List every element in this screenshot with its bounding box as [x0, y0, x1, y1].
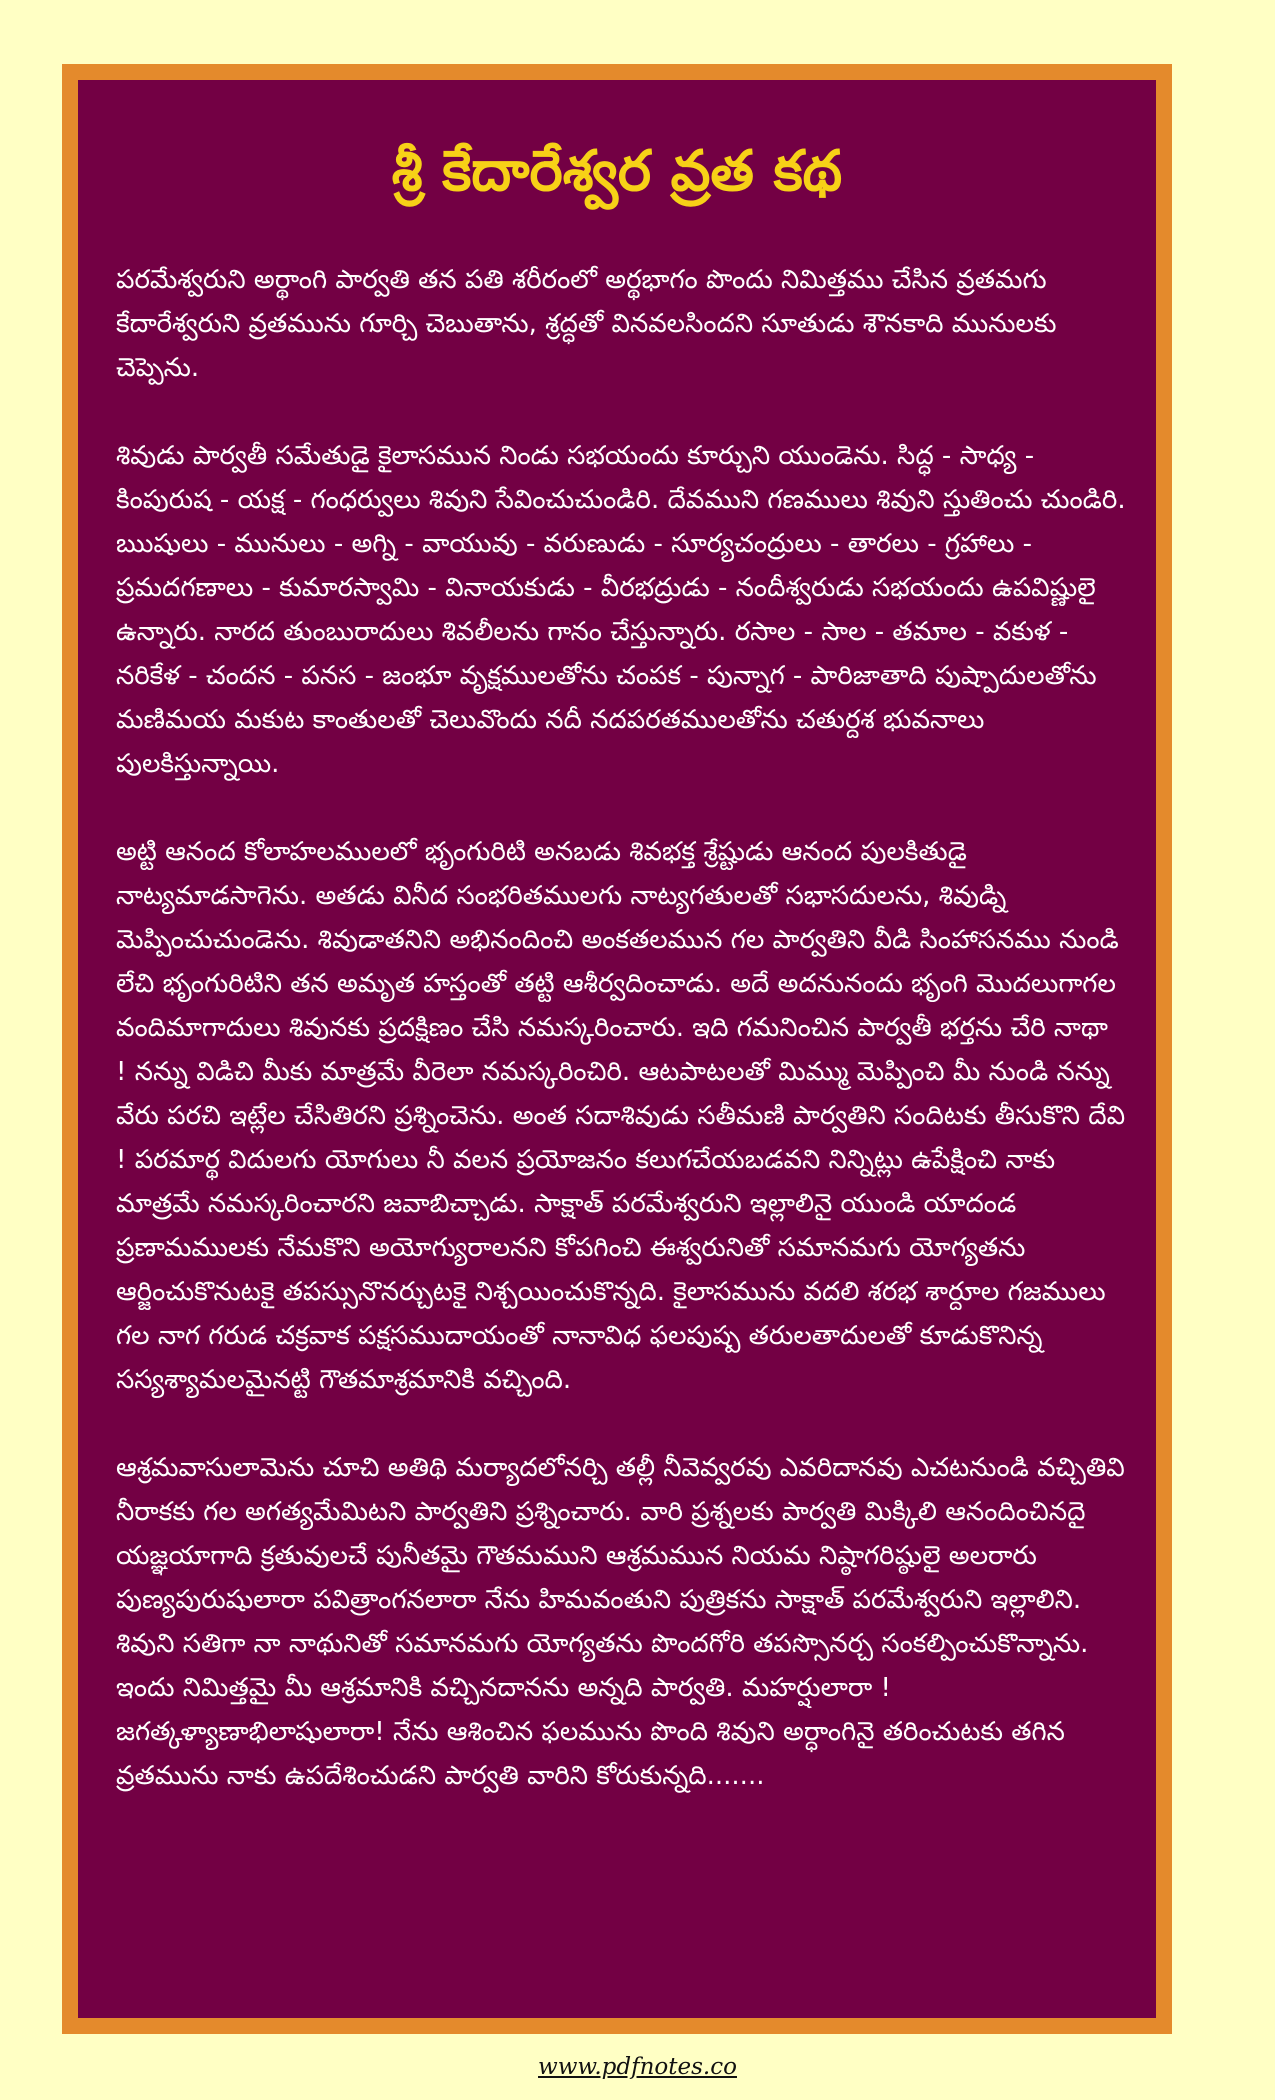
paragraph: పరమేశ్వరుని అర్థాంగి పార్వతి తన పతి శరీరంలో అర్థభాగం పొందు నిమిత్తము చేసిన వ్రతమగు కేదారేశ్వరుని వ్రతమును గూర్చి చెబుతాను, శ్రద్ధతో వినవలసిందని సూతుడు శౌనకాది మునులకు చెప్పెను.	[116, 265, 1057, 383]
page-frame	[62, 64, 1172, 2034]
paragraph: అట్టి ఆనంద కోలాహలములలో భృంగురిటి అనబడు శివభక్త శ్రేష్టుడు ఆనంద పులకితుడై నాట్యమాడసాగెను. అతడు వినీద సంభరితములగు నాట్యగతులతో సభాసదులను, శివుడ్ని మెప్పించుచుండెను. శివుడాతనిని అభినందించి అంకతలమున గల పార్వతిని వీడి సింహాసనము నుండి లేచి భృంగురిటిని తన అమృత హస్తంతో తట్టి ఆశీర్వదించాడు. అదే అదనునందు భృంగి మొదలుగాగల వందిమాగాదులు శివునకు ప్రదక్షిణం చేసి నమస్కరించారు. ఇది గమనించిన పార్వతీ భర్తను చేరి నాథా ! నన్ను విడిచి మీకు మాత్రమే వీరెలా నమస్కరించిరి. ఆటపాటలతో మిమ్ము మెప్పించి మీ నుండి నన్ను వేరు పరచి ఇట్లేల చేసితిరని ప్రశ్నించెను. అంత సదాశివుడు సతీమణి పార్వతిని సందిటకు తీసుకొని దేవి ! పరమార్థ విదులగు యోగులు నీ వలన ప్రయోజనం కలుగచేయబడవని నిన్నిట్లు ఉపేక్షించి నాకు మాత్రమే నమస్కరించారని జవాబిచ్చాడు. సాక్షాత్ పరమేశ్వరుని ఇల్లాలినై యుండి యాదండ ప్రణామములకు నేమకొని అయోగ్యురాలనని కోపగించి ఈశ్వరునితో సమానమగు యోగ్యతను ఆర్జించుకొనుటకై తపస్సునొనర్చుటకై నిశ్చయించుకొన్నది. కైలాసమును వదలి శరభ శార్దూల గజములు గల నాగ గరుడ చక్రవాక పక్షసముదాయంతో నానావిధ ఫలపుష్ప తరులతాదులతో కూడుకొనిన్న సస్యశ్యామలమైనట్టి గౌతమాశ్రమానికి వచ్చింది.	[116, 837, 1126, 1395]
story-body	[116, 258, 1126, 1842]
page-title: శ్రీ కేదారేశ్వర వ్రత కథ	[391, 139, 843, 204]
paragraph: ఆశ్రమవాసులామెను చూచి అతిథి మర్యాదలోనర్చి తల్లీ నీవెవ్వరవు ఎవరిదానవు ఎచటనుండి వచ్చితివి నీరాకకు గల అగత్యమేమిటని పార్వతిని ప్రశ్నించారు. వారి ప్రశ్నలకు పార్వతి మిక్కిలి ఆనందించినదై యజ్ఞయాగాది క్రతువులచే పునీతమై గౌతమముని ఆశ్రమమున నియమ నిష్ఠాగరిష్ఠులై అలరారు పుణ్యపురుషులారా పవిత్రాంగనలారా నేను హిమవంతుని పుత్రికను సాక్షాత్ పరమేశ్వరుని ఇల్లాలిని. శివుని సతిగా నా నాథునితో సమానమగు యోగ్యతను పొందగోరి తపస్సొనర్చ సంకల్పించుకొన్నాను. ఇందు నిమిత్తమై మీ ఆశ్రమానికి వచ్చినదానను అన్నది పార్వతి. మహర్షులారా ! జగత్కళ్యాణాభిలాషులారా! నేను ఆశించిన ఫలమును పొంది శివుని అర్ధాంగినై తరించుటకు తగిన వ్రతమును నాకు ఉపదేశించుడని పార్వతి వారిని కోరుకున్నది.......	[116, 1453, 1125, 1791]
content-panel	[78, 80, 1156, 2018]
paragraph: శివుడు పార్వతీ సమేతుడై కైలాసమున నిండు సభయందు కూర్చుని యుండెను. సిద్ధ - సాధ్య - కింపురుష - యక్ష - గంధర్వులు శివుని సేవించుచుండిరి. దేవముని గణములు శివుని స్తుతించు చుండిరి. ఋషులు - మునులు - అగ్ని - వాయువు - వరుణుడు - సూర్యచంద్రులు - తారలు - గ్రహాలు - ప్రమదగణాలు - కుమారస్వామి - వినాయకుడు - వీరభద్రుడు - నందీశ్వరుడు సభయందు ఉపవిష్ణులై ఉన్నారు. నారద తుంబురాదులు శివలీలను గానం చేస్తున్నారు. రసాల - సాల - తమాల - వకుళ - నరికేళ - చందన - పనస - జంభూ వృక్షములతోను చంపక - పున్నాగ - పారిజాతాది పుష్పాదులతోను మణిమయ మకుట కాంతులతో చెలువొందు నదీ నదపరతములతోను చతుర్దశ భువనాలు పులకిస్తున్నాయి.	[116, 441, 1126, 779]
footer-website-link[interactable]: www.pdfnotes.co	[538, 2054, 737, 2080]
